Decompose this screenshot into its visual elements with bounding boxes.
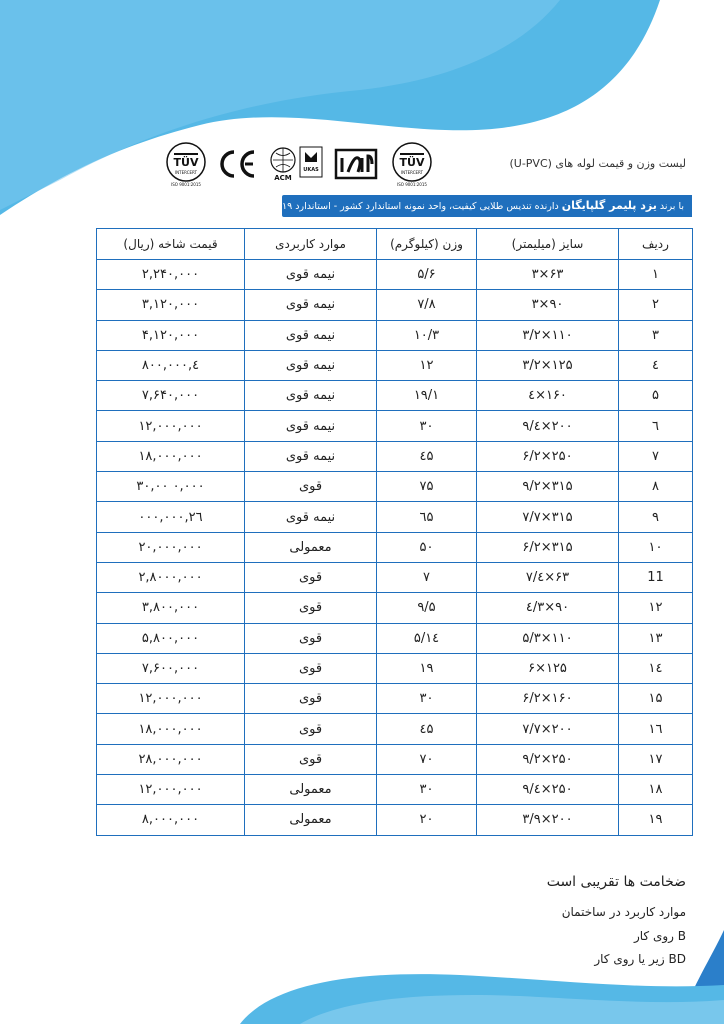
price-table xyxy=(96,228,693,836)
price-cell: ۲,۸۰۰۰,۰۰۰ xyxy=(97,562,245,592)
table-row xyxy=(97,290,693,320)
usage-cell: نیمه قوی xyxy=(245,260,377,290)
size-cell: ۳۱۵×۷/۷ xyxy=(477,502,619,532)
ce-logo xyxy=(218,148,258,180)
weight-cell: ۳۰ xyxy=(377,775,477,805)
row-number-cell: ۱۳ xyxy=(619,623,693,653)
row-number-cell: 11 xyxy=(619,562,693,592)
price-cell: ۱۸,۰۰۰,۰۰۰ xyxy=(97,441,245,471)
price-cell: ۳,۸۰۰,۰۰۰ xyxy=(97,593,245,623)
size-cell: ۱۶۰×٤ xyxy=(477,381,619,411)
row-number-cell: ۱۹ xyxy=(619,805,693,835)
usage-cell: قوی xyxy=(245,562,377,592)
size-cell: ۱۲۵×۳/۲ xyxy=(477,350,619,380)
weight-cell: ۵/۶ xyxy=(377,260,477,290)
size-cell: ۶۳×٤/۷ xyxy=(477,562,619,592)
weight-cell: ۱٤/۵ xyxy=(377,623,477,653)
usage-cell: قوی xyxy=(245,653,377,683)
price-cell: ۵,۸۰۰,۰۰۰ xyxy=(97,623,245,653)
usage-cell: نیمه قوی xyxy=(245,441,377,471)
size-cell: ۹۰×۳ xyxy=(477,290,619,320)
svg-text:INTERCERT: INTERCERT xyxy=(175,170,197,175)
price-cell: ۴,۱۲۰,۰۰۰ xyxy=(97,320,245,350)
weight-cell: ۱۲ xyxy=(377,350,477,380)
svg-text:ISO 9001:2015: ISO 9001:2015 xyxy=(171,182,201,187)
header-row-number: ردیف xyxy=(619,229,693,260)
price-cell: ۳,۱۲۰,۰۰۰ xyxy=(97,290,245,320)
row-number-cell: ۱٦ xyxy=(619,714,693,744)
table-row xyxy=(97,775,693,805)
usage-cell: قوی xyxy=(245,472,377,502)
row-number-cell: ۵ xyxy=(619,381,693,411)
certification-logos xyxy=(160,140,440,190)
price-cell: ۲٦,۰۰۰,۰۰۰ xyxy=(97,502,245,532)
weight-cell: ۲۰ xyxy=(377,805,477,835)
table-row xyxy=(97,472,693,502)
banner-prefix: با برند xyxy=(659,201,684,212)
weight-cell: ۳۰ xyxy=(377,411,477,441)
weight-cell: ۳۰ xyxy=(377,684,477,714)
row-number-cell: ١ xyxy=(619,260,693,290)
price-cell: ۰,۰۰۰ ۳۰,۰۰ xyxy=(97,472,245,502)
table-row xyxy=(97,532,693,562)
table-row xyxy=(97,805,693,835)
row-number-cell: ۲ xyxy=(619,290,693,320)
row-number-cell: ۳ xyxy=(619,320,693,350)
row-number-cell: ۸ xyxy=(619,472,693,502)
usage-cell: قوی xyxy=(245,744,377,774)
note-line: موارد کاربرد در ساختمان xyxy=(561,905,686,919)
size-cell: ۲۵۰×۶/۲ xyxy=(477,441,619,471)
table-row xyxy=(97,502,693,532)
price-cell: ۱۲,۰۰۰,۰۰۰ xyxy=(97,775,245,805)
svg-text:ACM: ACM xyxy=(274,174,292,182)
size-cell: ۲۰۰×۳/۹ xyxy=(477,805,619,835)
table-row xyxy=(97,320,693,350)
banner-brand: یزد پلیمر گلپایگان xyxy=(561,199,657,212)
acm-ukas-logo xyxy=(268,144,326,186)
svg-text:ISO 9001:2015: ISO 9001:2015 xyxy=(397,182,427,187)
weight-cell: ٤۵ xyxy=(377,714,477,744)
usage-cell: قوی xyxy=(245,623,377,653)
price-cell: ۷,۶۰۰,۰۰۰ xyxy=(97,653,245,683)
table-row xyxy=(97,381,693,411)
usage-cell: نیمه قوی xyxy=(245,320,377,350)
weight-cell: ٤۵ xyxy=(377,441,477,471)
header-price: قیمت شاخه (ریال) xyxy=(97,229,245,260)
price-cell: ۱۸,۰۰۰,۰۰۰ xyxy=(97,714,245,744)
size-cell: ۱۱۰×۳/۲ xyxy=(477,320,619,350)
svg-text:TÜV: TÜV xyxy=(173,156,199,169)
document-title: لیست وزن و قیمت لوله های (U-PVC) xyxy=(509,157,686,170)
table-row xyxy=(97,714,693,744)
weight-cell: ۱۰/۳ xyxy=(377,320,477,350)
table-row xyxy=(97,411,693,441)
brand-banner xyxy=(271,195,692,217)
price-cell: ۲۰,۰۰۰,۰۰۰ xyxy=(97,532,245,562)
notes-heading: ضخامت ها تقریبی است xyxy=(546,874,686,890)
svg-text:TÜV: TÜV xyxy=(399,156,425,169)
size-cell: ۹۰×۳/٤ xyxy=(477,593,619,623)
svg-text:UKAS: UKAS xyxy=(303,167,319,173)
table-row xyxy=(97,744,693,774)
price-cell: ۲,۲۴۰,۰۰۰ xyxy=(97,260,245,290)
price-cell: ۸,۰۰۰,۰۰۰ xyxy=(97,805,245,835)
size-cell: ۲۰۰×٤/۹ xyxy=(477,411,619,441)
size-cell: ۱۲۵×۶ xyxy=(477,653,619,683)
usage-cell: قوی xyxy=(245,684,377,714)
size-cell: ۲۰۰×۷/۷ xyxy=(477,714,619,744)
usage-cell: نیمه قوی xyxy=(245,350,377,380)
row-number-cell: ٦ xyxy=(619,411,693,441)
usage-cell: نیمه قوی xyxy=(245,290,377,320)
table-row xyxy=(97,562,693,592)
table-row xyxy=(97,684,693,714)
table-row xyxy=(97,260,693,290)
price-cell: ۲۸,۰۰۰,۰۰۰ xyxy=(97,744,245,774)
weight-cell: ۵۰ xyxy=(377,532,477,562)
size-cell: ۳۱۵×۶/۲ xyxy=(477,532,619,562)
table-header-row xyxy=(97,229,693,260)
svg-text:INTERCERT: INTERCERT xyxy=(401,170,423,175)
tuv-logo xyxy=(162,140,210,188)
usage-cell: معمولی xyxy=(245,805,377,835)
weight-cell: ۷۰ xyxy=(377,744,477,774)
banner-rest: دارنده تندیس طلایی کیفیت، واحد نمونه استاندارد کشور - استاندارد ۹۱۱۹ xyxy=(271,201,559,212)
price-cell: ۱۲,۰۰۰,۰۰۰ xyxy=(97,411,245,441)
table-row xyxy=(97,350,693,380)
size-cell: ۶۳×۳ xyxy=(477,260,619,290)
note-line: BD زیر یا روی کار xyxy=(594,952,686,966)
row-number-cell: ١٤ xyxy=(619,653,693,683)
size-cell: ۳۱۵×۹/۲ xyxy=(477,472,619,502)
weight-cell: ٦۵ xyxy=(377,502,477,532)
weight-cell: ۷۵ xyxy=(377,472,477,502)
usage-cell: نیمه قوی xyxy=(245,502,377,532)
row-number-cell: ۱۰ xyxy=(619,532,693,562)
note-line: B روی کار xyxy=(633,929,686,943)
iran-standard-logo xyxy=(332,142,380,186)
size-cell: ۱۱۰×۵/۳ xyxy=(477,623,619,653)
table-row xyxy=(97,653,693,683)
table-row xyxy=(97,441,693,471)
row-number-cell: ۱۵ xyxy=(619,684,693,714)
price-cell: ٤,۸۰۰,۰۰۰ xyxy=(97,350,245,380)
row-number-cell: ٤ xyxy=(619,350,693,380)
price-cell: ۷,۶۴۰,۰۰۰ xyxy=(97,381,245,411)
usage-cell: نیمه قوی xyxy=(245,411,377,441)
weight-cell: ۷/۸ xyxy=(377,290,477,320)
tuv-logo xyxy=(388,140,436,188)
header-weight: وزن (کیلوگرم) xyxy=(377,229,477,260)
weight-cell: ۹/۵ xyxy=(377,593,477,623)
row-number-cell: ۱۸ xyxy=(619,775,693,805)
row-number-cell: ۹ xyxy=(619,502,693,532)
table-row xyxy=(97,623,693,653)
weight-cell: ۱۹ xyxy=(377,653,477,683)
usage-cell: معمولی xyxy=(245,532,377,562)
row-number-cell: ۷ xyxy=(619,441,693,471)
usage-cell: قوی xyxy=(245,593,377,623)
row-number-cell: ۱۷ xyxy=(619,744,693,774)
row-number-cell: ۱۲ xyxy=(619,593,693,623)
weight-cell: ۱۹/۱ xyxy=(377,381,477,411)
weight-cell: ۷ xyxy=(377,562,477,592)
size-cell: ۱۶۰×۶/۲ xyxy=(477,684,619,714)
usage-cell: قوی xyxy=(245,714,377,744)
usage-cell: نیمه قوی xyxy=(245,381,377,411)
price-cell: ۱۲,۰۰۰,۰۰۰ xyxy=(97,684,245,714)
header-size: سایز (میلیمتر) xyxy=(477,229,619,260)
usage-cell: معمولی xyxy=(245,775,377,805)
size-cell: ۲۵۰×۹/۲ xyxy=(477,744,619,774)
size-cell: ۲۵۰×٤/۹ xyxy=(477,775,619,805)
table-row xyxy=(97,593,693,623)
header-usage: موارد کاربردی xyxy=(245,229,377,260)
